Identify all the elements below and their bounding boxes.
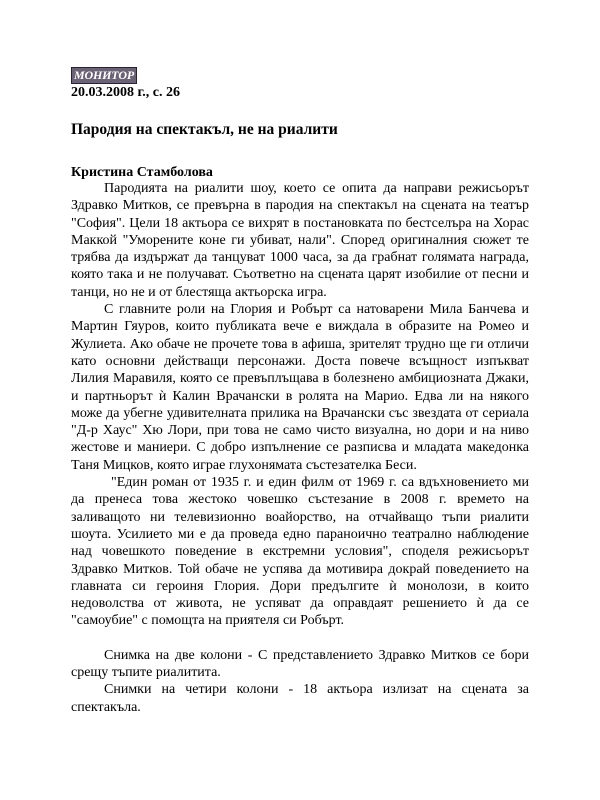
newspaper-logo xyxy=(71,67,137,84)
article-title: Пародия на спектакъл, не на риалити xyxy=(71,121,338,138)
newspaper-logo-text: МОНИТОР xyxy=(74,68,134,82)
article-author: Кристина Стамболова xyxy=(71,165,213,180)
article-paragraph: Пародията на риалити шоу, което се опита да направи режисьорът Здравко Митков, се превърна в пародия на спектакъл на сцената на театър "София". Цели 18 актьора се вихрят в постановката по бестселъра на Хорас Маккой "Уморените коне ги убиват, нали". Според оригиналния сюжет те трябва да издържат да танцуват 1000 часа, за да грабнат голямата награда, която така и не получават. Съответно на сцената царят изобилие от песни и танци, но не и от блестяща актьорска игра. xyxy=(71,181,529,300)
issue-date-page: 20.03.2008 г., с. 26 xyxy=(71,85,180,100)
photo-caption: Снимки на четири колони - 18 актьора излизат на сцената за спектакъла. xyxy=(71,682,529,715)
article-body xyxy=(71,180,529,716)
photo-caption: Снимка на две колони - С представлението Здравко Митков се бори срещу тъпите риалитита. xyxy=(71,647,529,681)
paragraph-spacer xyxy=(71,630,529,647)
article-paragraph: С главните роли на Глория и Робърт са натоварени Мила Банчева и Мартин Гяуров, които публиката вече е виждала в образите на Ромео и Жулиета. Ако обаче не прочете това в афиша, зрителят трудно ще ги отличи като основни действащи персонажи. Доста повече всъщност изпъкват Лилия Маравиля, която се превъплъщава в болезнено амбициозната Джаки, и партньорът ѝ Калин Врачански в ролята на Марио. Едва ли на някого може да убегне удивителната прилика на Врачански със звездата от сериала "Д-р Хаус" Хю Лори, при това не само чисто визуална, но дори и на ниво жестове и маниери. С добро изпълнение се разписва и младата македонка Таня Мицков, която играе глухонямата състезателка Беси. xyxy=(71,302,529,473)
article-paragraph: "Един роман от 1935 г. и един филм от 1969 г. са вдъхновението ми да пренеса това жестоко човешко състезание в 2008 г. времето на заливащото ни телевизионно воайорство, на отчайващо тъпи риалити шоута. Усилието ми е да проведа едно параноично театрално наблюдение над човешкото поведение в екстремни условия", споделя режисьорът Здравко Митков. Той обаче не успява да мотивира докрай поведението на главната си героиня Глория. Дори предългите ѝ монолози, в които недоволства от живота, не успяват да оправдаят решението ѝ да се "самоубие" с помощта на приятеля си Робърт. xyxy=(71,475,529,629)
